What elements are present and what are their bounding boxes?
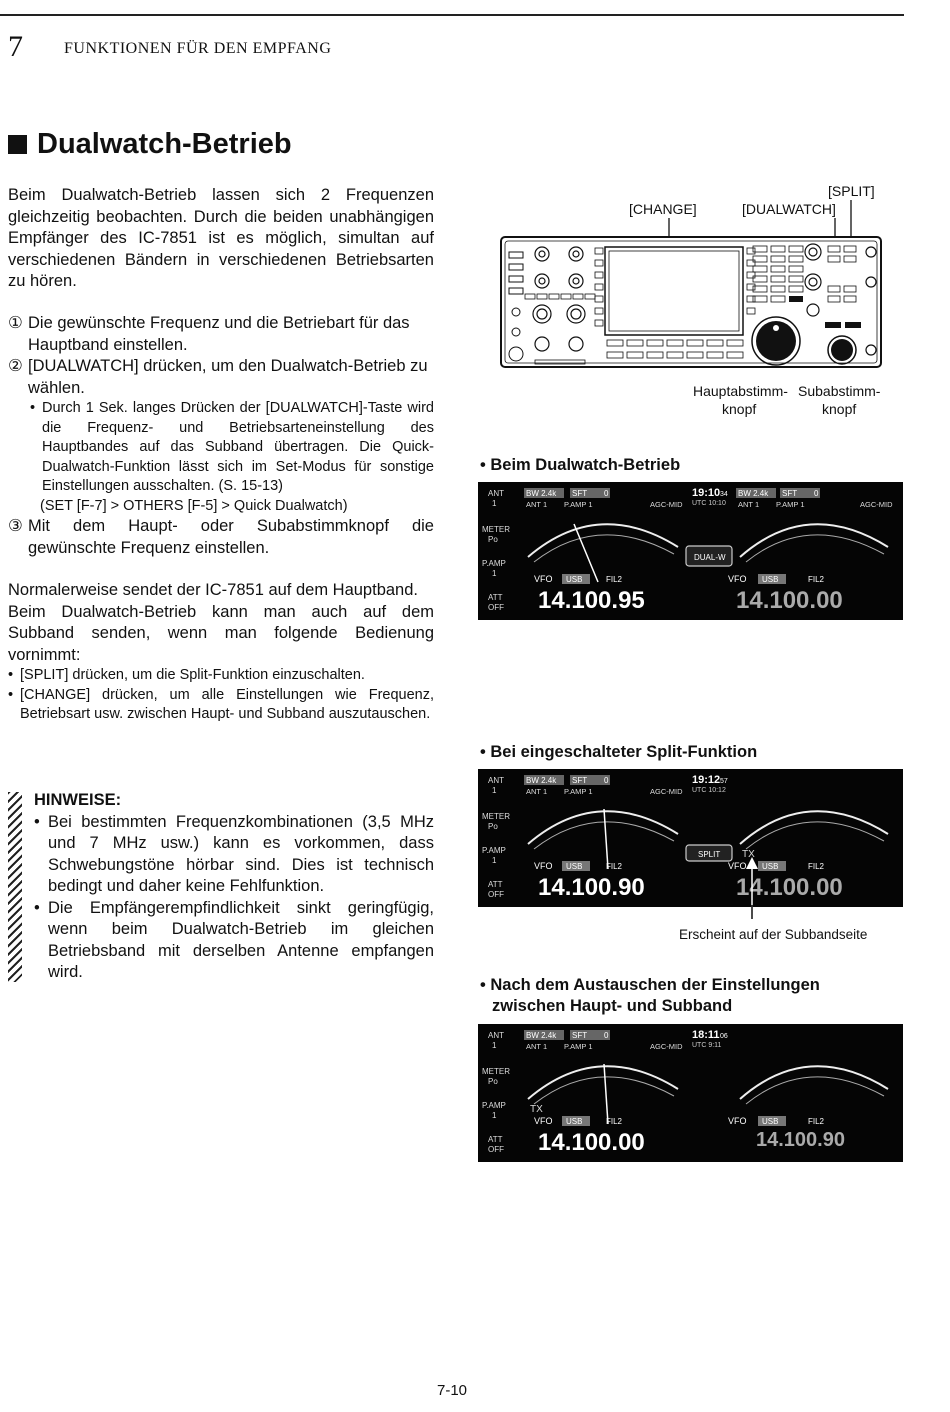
- header-rule: [0, 14, 904, 16]
- caption-exchange-1: • Nach dem Austauschen der Einstellungen: [480, 976, 820, 994]
- svg-text:06: 06: [720, 1033, 728, 1040]
- svg-text:VFO: VFO: [534, 574, 553, 584]
- change-label: [CHANGE]: [629, 201, 697, 217]
- step-1: [8, 313, 434, 356]
- svg-text:ANT 1: ANT 1: [526, 787, 548, 796]
- svg-text:14.100.90: 14.100.90: [756, 1129, 845, 1151]
- section-title: [8, 128, 292, 161]
- svg-text:VFO: VFO: [728, 574, 747, 584]
- split-paragraph-b: Beim Dualwatch-Betrieb kann man auch auf dem Subband senden, wenn man folgende Bedienung vornimmt:: [8, 602, 434, 664]
- svg-text:OFF: OFF: [488, 603, 504, 612]
- svg-text:ANT: ANT: [488, 489, 504, 498]
- step-2: [8, 356, 434, 399]
- svg-text:FIL2: FIL2: [606, 1117, 623, 1126]
- dualwatch-label: [DUALWATCH]: [742, 201, 836, 217]
- main-knob-label-1: Hauptabstimm-: [693, 383, 788, 399]
- sub-note-label: Erscheint auf der Subbandseite: [679, 927, 868, 942]
- screen-exchange: [478, 1024, 903, 1162]
- svg-text:1: 1: [492, 786, 497, 795]
- svg-text:ANT 1: ANT 1: [526, 500, 548, 509]
- svg-text:0: 0: [604, 776, 609, 785]
- svg-text:USB: USB: [762, 1117, 779, 1126]
- svg-text:18:11: 18:11: [692, 1029, 720, 1041]
- svg-text:VFO: VFO: [728, 1116, 747, 1126]
- square-bullet-icon: [8, 135, 27, 154]
- svg-text:0: 0: [814, 489, 819, 498]
- svg-text:14.100.00: 14.100.00: [538, 1129, 645, 1156]
- split-paragraph: [8, 580, 434, 725]
- svg-text:USB: USB: [566, 1117, 583, 1126]
- steps-list: [8, 313, 434, 559]
- svg-text:Po: Po: [488, 535, 498, 544]
- notes-heading: HINWEISE:: [34, 791, 122, 809]
- svg-text:AGC-MID: AGC-MID: [650, 500, 683, 509]
- svg-text:SFT: SFT: [572, 489, 588, 498]
- svg-text:BW 2.4k: BW 2.4k: [526, 776, 557, 785]
- svg-text:METER: METER: [482, 525, 510, 534]
- svg-text:TX: TX: [530, 1104, 543, 1115]
- svg-text:USB: USB: [566, 862, 583, 871]
- svg-text:34: 34: [720, 491, 728, 498]
- chapter-title: FUNKTIONEN FÜR DEN EMPFANG: [64, 40, 332, 57]
- svg-text:FIL2: FIL2: [808, 862, 825, 871]
- svg-text:1: 1: [492, 856, 497, 865]
- intro-paragraph: Beim Dualwatch-Betrieb lassen sich 2 Frequenzen gleichzeitig beobachten. Durch die beiden unabhängigen Empfänger des IC-7851 ist es möglich, simultan auf verschiedenen Bändern in verschiedenen Betriebsarten zu hören.: [8, 186, 434, 290]
- svg-text:USB: USB: [762, 862, 779, 871]
- note-item-1-text: Bei bestimmten Frequenzkombinationen (3,5 MHz und 7 MHz usw.) kann es vorkommen, dass Schwebungstöne hörbar sind. Dies ist technisch bedingt und daher keine Fehlfunktion.: [48, 812, 434, 895]
- svg-text:P.AMP 1: P.AMP 1: [564, 500, 593, 509]
- sub-knob-label-2: knopf: [822, 401, 857, 417]
- svg-text:Po: Po: [488, 1077, 498, 1086]
- svg-text:UTC 10:12: UTC 10:12: [692, 787, 726, 794]
- caption-dualwatch: • Beim Dualwatch-Betrieb: [480, 456, 681, 474]
- chapter-number: 7: [8, 30, 23, 63]
- step-2-bullet: • Durch 1 Sek. langes Drücken der [DUALWATCH]-Taste wird die Frequenz- und Betriebsarteneinstellung des Hauptbandes auf das Subband übertragen. Die Quick-Dualwatch-Funktion lässt sich im Set-Modus für sonstige Einstellungen ausschalten. (S. 15-13): [8, 399, 434, 497]
- svg-text:FIL2: FIL2: [808, 575, 825, 584]
- note-item-2: • Die Empfängerempfindlichkeit sinkt geringfügig, wenn beim Dualwatch-Betrieb im gleichen Betriebsband mit derselben Antenne empfangen wird.: [34, 898, 434, 984]
- screen-split: [478, 769, 903, 907]
- svg-text:ATT: ATT: [488, 593, 503, 602]
- svg-text:VFO: VFO: [534, 861, 553, 871]
- svg-text:VFO: VFO: [534, 1116, 553, 1126]
- svg-text:ATT: ATT: [488, 880, 503, 889]
- svg-text:P.AMP: P.AMP: [482, 1101, 506, 1110]
- svg-text:USB: USB: [566, 575, 583, 584]
- svg-text:ANT: ANT: [488, 1031, 504, 1040]
- svg-text:BW 2.4k: BW 2.4k: [738, 489, 769, 498]
- svg-text:OFF: OFF: [488, 1145, 504, 1154]
- sub-knob-label-1: Subabstimm-: [798, 383, 881, 399]
- svg-text:0: 0: [604, 1031, 609, 1040]
- notes-hatch-icon: [8, 792, 22, 982]
- svg-text:0: 0: [604, 489, 609, 498]
- step-1-text: Die gewünschte Frequenz und die Betriebart für das Hauptband einstellen.: [28, 314, 410, 354]
- svg-text:1: 1: [492, 1111, 497, 1120]
- svg-text:14.100.00: 14.100.00: [736, 587, 843, 614]
- step-2-path: (SET [F-7] > OTHERS [F-5] > Quick Dualwatch): [40, 497, 348, 514]
- note-item-1: • Bei bestimmten Frequenzkombinationen (3,5 MHz und 7 MHz usw.) kann es vorkommen, dass Schwebungstöne hörbar sind. Dies ist technisch bedingt und daher keine Fehlfunktion.: [34, 812, 434, 898]
- split-bullet-1: • [SPLIT] drücken, um die Split-Funktion einzuschalten.: [8, 666, 434, 686]
- split-bullet-2: • [CHANGE] drücken, um alle Einstellungen wie Frequenz, Betriebsart usw. zwischen Haupt- und Subband auszutauschen.: [8, 686, 434, 725]
- svg-text:UTC 10:10: UTC 10:10: [692, 500, 726, 507]
- svg-text:ANT: ANT: [488, 776, 504, 785]
- svg-text:14.100.00: 14.100.00: [736, 874, 843, 901]
- svg-text:UTC 9:11: UTC 9:11: [692, 1042, 722, 1049]
- svg-text:AGC-MID: AGC-MID: [860, 500, 893, 509]
- svg-text:19:10: 19:10: [692, 487, 721, 499]
- svg-text:57: 57: [720, 778, 728, 785]
- svg-text:BW 2.4k: BW 2.4k: [526, 1031, 557, 1040]
- step-1-number: ①: [8, 314, 23, 332]
- svg-text:SFT: SFT: [572, 776, 588, 785]
- step-3: [8, 516, 434, 559]
- svg-text:VFO: VFO: [728, 861, 747, 871]
- svg-text:FIL2: FIL2: [606, 575, 623, 584]
- split-bullet-2-text: [CHANGE] drücken, um alle Einstellungen wie Frequenz, Betriebsart usw. zwischen Haupt- und Subband auszutauschen.: [20, 686, 434, 722]
- svg-text:DUAL-W: DUAL-W: [694, 553, 726, 562]
- svg-text:FIL2: FIL2: [606, 862, 623, 871]
- svg-text:P.AMP: P.AMP: [482, 559, 506, 568]
- svg-text:BW 2.4k: BW 2.4k: [526, 489, 557, 498]
- screen-dualwatch: [478, 482, 903, 620]
- note-item-2-text: Die Empfängerempfindlichkeit sinkt geringfügig, wenn beim Dualwatch-Betrieb im gleichen Betriebsband mit derselben Antenne empfangen wird.: [48, 898, 434, 981]
- section-title-text: Dualwatch-Betrieb: [37, 128, 292, 160]
- caption-split: • Bei eingeschalteter Split-Funktion: [480, 743, 758, 761]
- step-2-number: ②: [8, 357, 23, 375]
- svg-text:14.100.90: 14.100.90: [538, 874, 645, 901]
- svg-text:P.AMP 1: P.AMP 1: [564, 1042, 593, 1051]
- svg-text:TX: TX: [742, 849, 755, 860]
- svg-text:ANT 1: ANT 1: [738, 500, 760, 509]
- split-label: [SPLIT]: [828, 183, 875, 199]
- sub-note-arrow-icon: [748, 905, 756, 919]
- step-3-number: ③: [8, 517, 23, 535]
- svg-text:AGC-MID: AGC-MID: [650, 1042, 683, 1051]
- svg-text:FIL2: FIL2: [808, 1117, 825, 1126]
- screen-left-panel: [482, 489, 510, 612]
- svg-text:P.AMP 1: P.AMP 1: [564, 787, 593, 796]
- svg-text:1: 1: [492, 1041, 497, 1050]
- svg-text:USB: USB: [762, 575, 779, 584]
- page-number: 7-10: [437, 1382, 468, 1399]
- split-paragraph-a: Normalerweise sendet der IC-7851 auf dem Hauptband.: [8, 581, 418, 599]
- step-2-bullet-text: Durch 1 Sek. langes Drücken der [DUALWATCH]-Taste wird die Frequenz- und Betriebsarteneinstellung des Hauptbandes auf das Subband übertragen. Die Quick-Dualwatch-Funktion lässt sich im Set-Modus für sonstige Einstellungen ausschalten. (S. 15-13): [42, 400, 434, 494]
- split-bullet-1-text: [SPLIT] drücken, um die Split-Funktion einzuschalten.: [20, 667, 365, 683]
- svg-text:METER: METER: [482, 1067, 510, 1076]
- svg-text:OFF: OFF: [488, 890, 504, 899]
- caption-exchange-2: zwischen Haupt- und Subband: [492, 997, 733, 1015]
- svg-text:AGC-MID: AGC-MID: [650, 787, 683, 796]
- svg-text:1: 1: [492, 569, 497, 578]
- svg-text:19:12: 19:12: [692, 774, 721, 786]
- svg-text:SFT: SFT: [782, 489, 798, 498]
- svg-text:ANT 1: ANT 1: [526, 1042, 548, 1051]
- svg-text:14.100.95: 14.100.95: [538, 587, 645, 614]
- step-2-text: [DUALWATCH] drücken, um den Dualwatch-Betrieb zu wählen.: [28, 357, 428, 397]
- main-knob-label-2: knopf: [722, 401, 757, 417]
- svg-text:1: 1: [492, 499, 497, 508]
- svg-text:ATT: ATT: [488, 1135, 503, 1144]
- radio-front-panel: [495, 190, 895, 380]
- svg-text:METER: METER: [482, 812, 510, 821]
- svg-text:Po: Po: [488, 822, 498, 831]
- step-3-text: Mit dem Haupt- oder Subabstimmknopf die gewünschte Frequenz einstellen.: [28, 517, 434, 557]
- notes-box: [8, 790, 434, 984]
- svg-text:SPLIT: SPLIT: [698, 850, 721, 859]
- svg-text:P.AMP: P.AMP: [482, 846, 506, 855]
- svg-text:SFT: SFT: [572, 1031, 588, 1040]
- svg-text:P.AMP 1: P.AMP 1: [776, 500, 805, 509]
